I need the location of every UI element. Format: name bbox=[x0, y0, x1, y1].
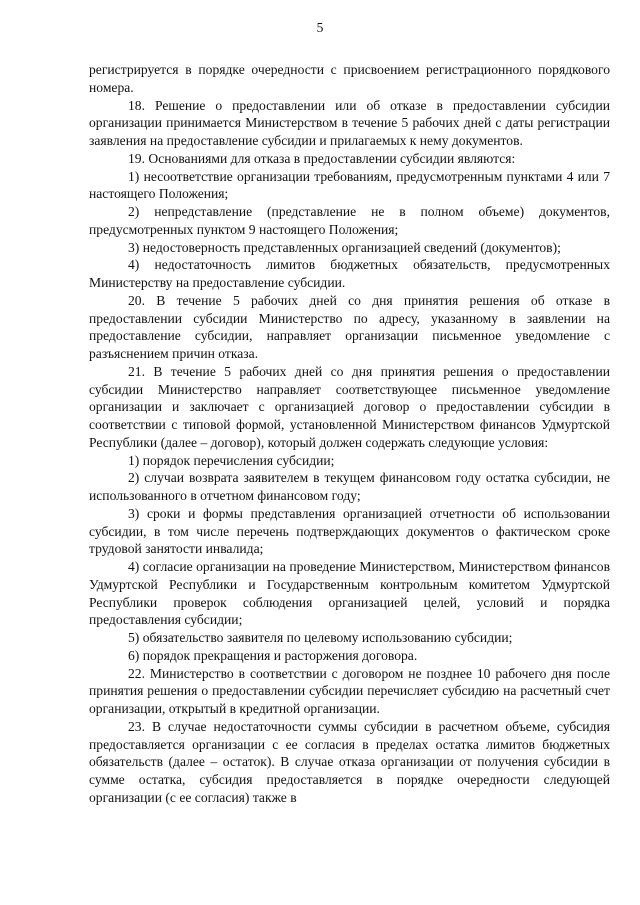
paragraph-item-19-1: 1) несоответствие организации требованиям, предусмотренным пунктами 4 или 7 настоящего Положения; bbox=[89, 168, 610, 202]
paragraph-item-21-2: 2) случаи возврата заявителем в текущем финансовом году остатка субсидии, не использованного в отчетном финансовом году; bbox=[89, 470, 610, 503]
document-body bbox=[89, 61, 610, 807]
paragraph-item-21-1: 1) порядок перечисления субсидии; bbox=[128, 452, 335, 468]
paragraph-item-21-3: 3) сроки и формы представления организацией отчетности об использовании субсидии, в том числе перечень подтверждающих документов о фактическом сроке трудовой занятости инвалида; bbox=[89, 505, 610, 557]
paragraph-item-19-4: 4) недостаточность лимитов бюджетных обязательств, предусмотренных Министерству на предоставление субсидии. bbox=[89, 257, 610, 290]
paragraph-item-20: 20. В течение 5 рабочих дней со дня принятия решения об отказе в предоставлении субсидии Министерство по адресу, указанному в заявлении на предоставление субсидии, направляет организации письменное уведомление с разъяснением причин отказа. bbox=[89, 292, 610, 361]
paragraph-continuation: регистрируется в порядке очередности с присвоением регистрационного порядкового номера. bbox=[89, 62, 610, 95]
paragraph-item-21: 21. В течение 5 рабочих дней со дня принятия решения о предоставлении субсидии Министерство направляет соответствующее письменное уведомление организации и заключает с организацией договор о предоставлении субсидии в соответствии с типовой формой, установленной Министерством финансов Удмуртской Республики (далее – договор), который должен содержать следующие условия: bbox=[89, 363, 610, 450]
paragraph-item-22: 22. Министерство в соответствии с договором не позднее 10 рабочего дня после принятия решения о предоставлении субсидии перечисляет субсидию на расчетный счет организации, открытый в кредитной организации. bbox=[89, 665, 610, 716]
paragraph-item-21-5: 5) обязательство заявителя по целевому использованию субсидии; bbox=[128, 630, 513, 645]
paragraph-item-19-2: 2) непредставление (представление не в полном объеме) документов, предусмотренных пунктом 9 настоящего Положения; bbox=[89, 204, 610, 237]
paragraph-item-19-3: 3) недостоверность представленных организацией сведений (документов); bbox=[128, 239, 561, 255]
page-number: 5 bbox=[316, 20, 324, 35]
paragraph-item-19: 19. Основаниями для отказа в предоставлении субсидии являются: bbox=[128, 150, 516, 166]
paragraph-item-21-6: 6) порядок прекращения и расторжения договора. bbox=[128, 647, 418, 663]
paragraph-item-21-4: 4) согласие организации на проведение Министерством, Министерством финансов Удмуртской Республики и Государственным контрольным комитетом Удмуртской Республики проверок соблюдения организацией целей, условий и порядка предоставления субсидии; bbox=[89, 559, 610, 628]
paragraph-item-23: 23. В случае недостаточности суммы субсидии в расчетном объеме, субсидия предоставляется организации с ее согласия в пределах остатка лимитов бюджетных обязательств (далее – остаток). В случае отказа организации от получения субсидии в сумме остатка, субсидия предоставляется в порядке очередности следующей организации (с ее согласия) также в bbox=[89, 718, 610, 805]
paragraph-item-18: 18. Решение о предоставлении или об отказе в предоставлении субсидии организации принимается Министерством в течение 5 рабочих дней с даты регистрации заявления на предоставление субсидии и прилагаемых к нему документов. bbox=[89, 97, 610, 148]
